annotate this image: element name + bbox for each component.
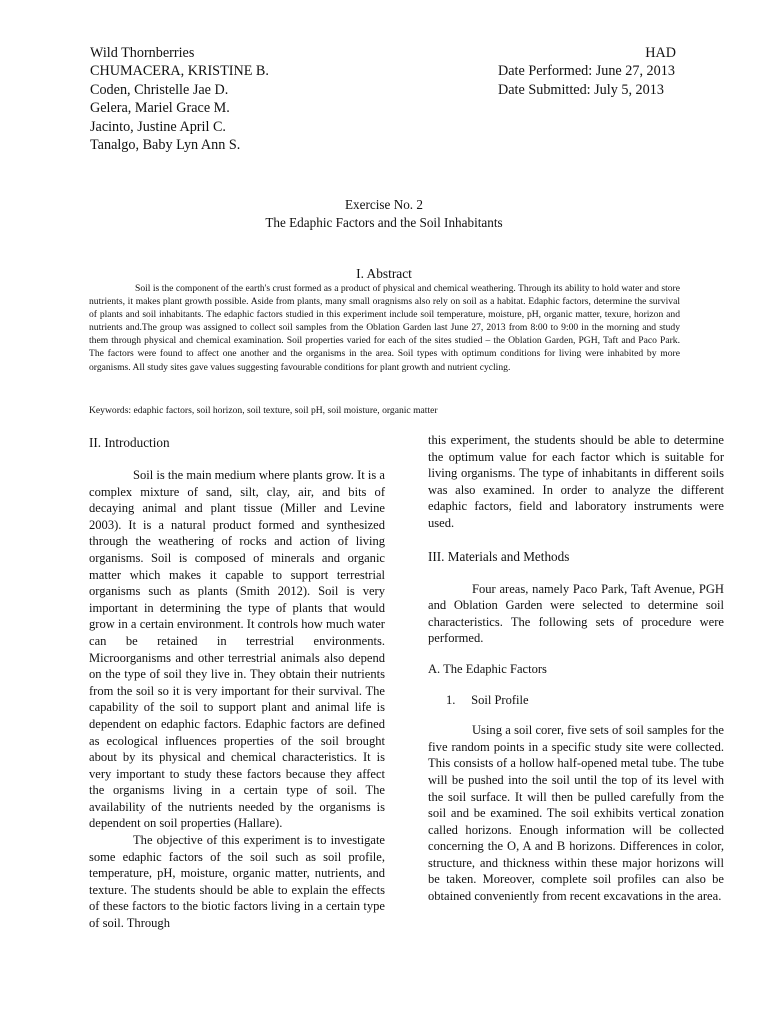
member-name: Gelera, Mariel Grace M. [90,100,230,117]
objective-continued: this experiment, the students should be able to determine the optimum value for each factor which is suitable for living organisms. The type of inhabitants in different soils was also examined. In order to analyze the different edaphic factors, field and laboratory instruments were used. [428,433,724,530]
date-submitted: Date Submitted: July 5, 2013 [498,81,664,98]
left-column [89,434,385,932]
methods-heading: III. Materials and Methods [428,548,570,564]
document-title: The Edaphic Factors and the Soil Inhabitants [265,214,503,230]
keywords: Keywords: edaphic factors, soil horizon, soil texture, soil pH, soil moisture, organic matter [89,405,438,416]
list-item: 1. Soil Profile [446,692,529,707]
date-performed: Date Performed: June 27, 2013 [498,63,675,80]
abstract-text: Soil is the component of the earth's crust formed as a product of physical and chemical weathering. Through its ability to hold water and store nutrients, it makes plant growth possible. Aside from plants, many small oragnisms also rely on soil as a habitat. Edaphic factors, determine the survival of plants and soil inhabitants. The edaphic factors studied in this experiment include soil temperature, moisture, pH, organic matter, texure, horizon and nutrients and.The group was assigned to collect soil samples from the Oblation Garden last June 27, 2013 from 8:00 to 9:00 in the morning and study them through physical and chemical examination. Soil properties varied for each of the sites studied – the Oblation Garden, PGH, Taft and Paco Park. The factors were found to affect one another and the organisms in the area. Soil types with optimum conditions for living were inhabited by more organisms. All study sites gave values suggesting favourable conditions for plant growth and nutrient cycling. [89,283,680,373]
objective-paragraph: The objective of this experiment is to investigate some edaphic factors of the soil such as soil profile, temperature, pH, moisture, organic matter, nutrients, and texture. The students should be able to explain the effects of these factors to the biotic factors living in a certain type of soil. Through [89,833,385,931]
member-name: Coden, Christelle Jae D. [90,81,229,98]
introduction-paragraph: Soil is the main medium where plants grow. It is a complex mixture of sand, silt, clay, air, and bits of decaying animal and plant tissue (Miller and Levine 2003). It is a natural product formed and synthesized through the weathering of rocks and action of living organisms. Soil is composed of minerals and organic matter which makes it capable to support terrestrial organisms such as plants (Smith 2012). Soil is very important in determining the type of plants that would grow in a certain environment. It controls how much water can be retained in terrestrial environments. Microorganisms and other terrestrial animals also depend on the type of soil they live in. They obtain their nutrients from the soil so it is very important for their survival. The capability of the soil to support plant and animal life is dependent on edaphic factors. Edaphic factors are defined as ecological influences properties of the soil brought about by its physical and chemical characteristics. It is very important to study these factors because they affect the organisms living in a certain type of soil. The availability of the nutrients needed by the organisms is dependent on soil properties (Hallare). [89,468,385,831]
abstract-heading: I. Abstract [356,266,412,281]
title-block [0,196,768,231]
member-name: Tanalgo, Baby Lyn Ann S. [90,137,241,154]
methods-paragraph: Four areas, namely Paco Park, Taft Avenue, PGH and Oblation Garden were selected to determine soil characteristics. The following sets of procedure were performed. [428,581,724,646]
subsection-heading: A. The Edaphic Factors [428,661,547,676]
date-block [498,44,698,99]
abstract-body [89,282,680,374]
right-column [428,432,724,905]
group-name: Wild Thornberries [90,45,195,61]
member-name: Jacinto, Justine April C. [90,118,226,135]
author-block [90,44,269,154]
introduction-heading: II. Introduction [89,435,170,450]
exercise-number: Exercise No. 2 [345,197,423,212]
soil-profile-paragraph: Using a soil corer, five sets of soil samples for the five random points in a specific study site were collected. This consists of a hollow half-opened metal tube. The tube will be pushed into the soil until the top of its level with the soil surface. It will then be pulled carefully from the soil and be examined. The soil exhibits vertical zonation called horizons. Enough information will be collected concerning the O, A and B horizons. Differences in color, structure, and thickness within these major horizons will be taken. Moreover, complete soil profiles can also be obtained conveniently from recent excavations in the area. [428,723,724,904]
member-name: CHUMACERA, KRISTINE B. [90,63,269,80]
section-label: HAD [645,45,676,61]
